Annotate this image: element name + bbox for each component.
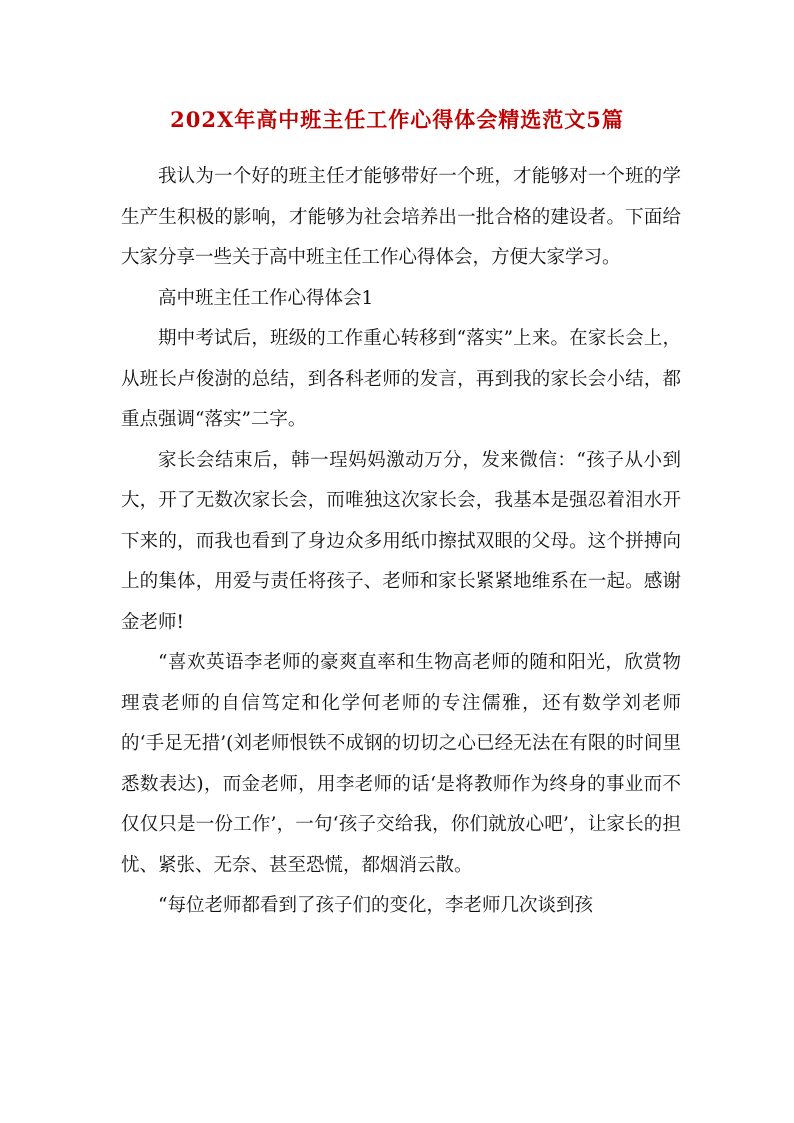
paragraph: 家长会结束后，韩一珵妈妈激动万分，发来微信：“孩子从小到大，开了无数次家长会，而唯独这次家长会，我基本是强忍着泪水开下来的，而我也看到了身边众多用纸巾擦拭双眼的父母。这个拼搏向上的集体，用爱与责任将孩子、老师和家长紧紧地维系在一起。感谢金老师! <box>121 449 681 633</box>
paragraph: “喜欢英语李老师的豪爽直率和生物高老师的随和阳光，欣赏物理袁老师的自信笃定和化学何老师的专注儒雅，还有数学刘老师的‘手足无措’(刘老师恨铁不成钢的切切之心已经无法在有限的时间里悉数表达)，而金老师，用李老师的话‘是将教师作为终身的事业而不仅仅只是一份工作’，一句‘孩子交给我，你们就放心吧’，让家长的担忧、紧张、无奈、甚至恐慌，都烟消云散。 <box>121 652 681 876</box>
section-heading: 高中班主任工作心得体会1 <box>158 287 374 309</box>
paragraph: “每位老师都看到了孩子们的变化，李老师几次谈到孩 <box>158 895 593 916</box>
paragraph: 期中考试后，班级的工作重心转移到“落实”上来。在家长会上，从班长卢俊澍的总结，到各科老师的发言，再到我的家长会小结，都重点强调“落实”二字。 <box>121 328 681 430</box>
document-body <box>121 157 681 927</box>
document-title: 202X年高中班主任工作心得体会精选范文5篇 <box>170 107 624 132</box>
paragraph-intro: 我认为一个好的班主任才能够带好一个班，才能够对一个班的学生产生积极的影响，才能够为社会培养出一批合格的建设者。下面给大家分享一些关于高中班主任工作心得体会，方便大家学习。 <box>121 166 681 268</box>
